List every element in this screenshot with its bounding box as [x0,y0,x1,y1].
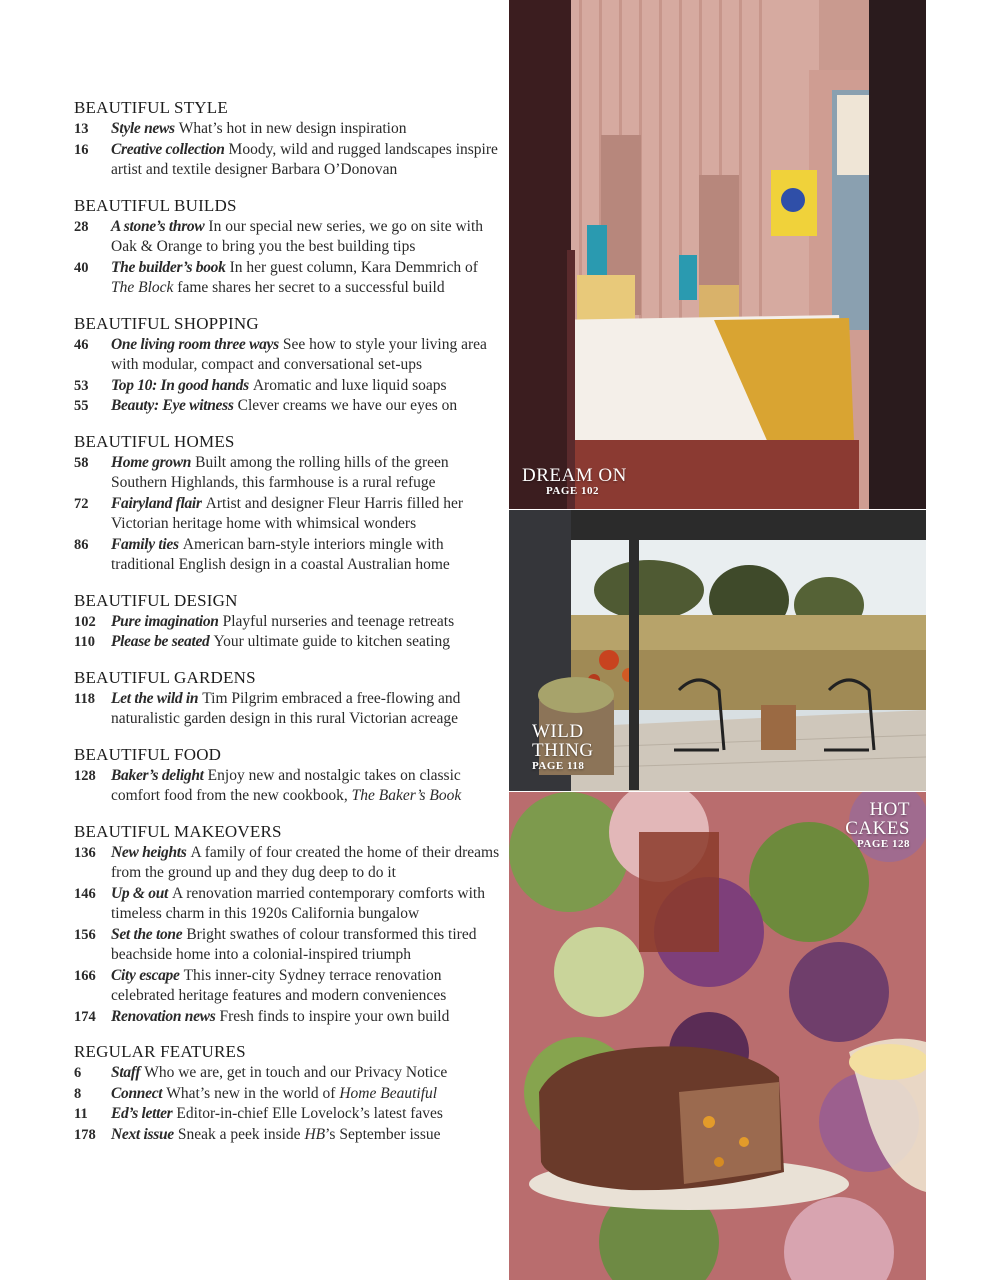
page-number: 146 [74,885,96,902]
cake-illustration [509,792,926,1280]
entry-headline: Baker’s delight [111,766,204,784]
toc-section [74,98,504,181]
hot-cakes-page: PAGE 128 [857,838,910,850]
section-title: BEAUTIFUL MAKEOVERS [74,821,282,841]
entry-italic-title: The Baker’s Book [351,787,462,804]
entry-text [111,1104,504,1125]
page-number: 128 [74,767,96,784]
toc-entry[interactable] [74,494,504,535]
entry-text [111,884,504,925]
page-number: 40 [74,259,89,276]
toc-entry[interactable] [74,217,504,258]
page-number: 110 [74,634,95,650]
cake-photo[interactable] [509,792,926,1280]
entry-text [111,376,504,397]
entry-description: In her guest column, Kara Demmrich of [229,258,478,276]
entry-text [111,1084,504,1105]
toc-entry[interactable] [74,1125,504,1146]
dream-on-caption [522,466,627,497]
entry-headline: Let the wild in [111,689,199,707]
entry-text [111,925,504,966]
entry-description: What’s hot in new design inspiration [178,120,407,137]
toc-section [74,196,504,299]
entry-headline: Creative collection [111,140,225,158]
entry-description: Artist and designer Fleur Harris filled her Victorian heritage home with whimsical wonders [111,494,464,532]
page-number: 156 [74,926,96,943]
dream-on-title: DREAM ON [522,465,627,486]
toc-entry[interactable] [74,843,504,884]
entry-headline: Ed’s letter [111,1105,173,1122]
entry-text [111,1007,504,1028]
entry-text [111,966,504,1007]
entry-text [111,1063,504,1084]
entry-headline: Fairyland flair [111,494,202,512]
toc-entry[interactable] [74,884,504,925]
entry-description: A family of four created the home of their dreams from the ground up and they dug deep to do it [111,843,500,881]
wild-thing-title-1: WILD [532,721,584,742]
entry-description: Who we are, get in touch and our Privacy Notice [144,1064,448,1081]
entry-description: Sneak a peek inside [177,1125,301,1143]
toc-section [74,314,504,417]
toc-entry[interactable] [74,535,504,576]
section-title: BEAUTIFUL GARDENS [74,667,256,687]
toc-entry[interactable] [74,140,504,181]
entry-headline: Renovation news [111,1007,216,1025]
section-title: BEAUTIFUL BUILDS [74,195,237,215]
toc-entry[interactable] [74,1104,504,1125]
entry-text [111,119,504,140]
page-number: 11 [74,1106,88,1122]
hot-cakes-title-2: CAKES [845,818,910,839]
entry-italic-title: Home Beautiful [339,1084,438,1102]
entry-headline: The builder’s book [111,258,226,276]
page-number: 58 [74,454,89,471]
page-number: 46 [74,336,89,353]
toc-section [74,432,504,576]
entry-headline: Home grown [111,453,192,471]
entry-text [111,1125,504,1146]
page-number: 136 [74,844,96,861]
page-number: 8 [74,1085,82,1102]
page-number: 118 [74,690,95,707]
wild-thing-caption [532,722,594,772]
toc-entry[interactable] [74,376,504,397]
toc-entry[interactable] [74,335,504,376]
entry-headline: Please be seated [111,633,210,650]
entry-headline: A stone’s throw [111,217,205,235]
page-number: 55 [74,398,89,414]
entry-headline: Family ties [111,535,179,553]
entry-text [111,140,504,181]
entry-description: American barn-style interiors mingle with traditional English design in a coastal Australian home [111,535,450,573]
entry-text [111,689,504,730]
wild-thing-page: PAGE 118 [532,760,585,772]
entry-headline: Next issue [111,1125,174,1143]
wild-thing-title-2: THING [532,740,594,761]
entry-text [111,217,504,258]
page-number: 174 [74,1008,96,1025]
entry-description: Clever creams we have our eyes on [237,397,458,414]
section-title: BEAUTIFUL SHOPPING [74,313,259,333]
toc-section [74,591,504,653]
entry-headline: New heights [111,843,187,861]
entry-description: See how to style your living area with modular, compact and conversational set-ups [111,335,487,373]
entry-headline: Set the tone [111,925,183,943]
toc-section [74,668,504,730]
toc-section [74,822,504,1028]
toc-entry[interactable] [74,119,504,140]
dream-on-page: PAGE 102 [546,485,599,497]
section-title: REGULAR FEATURES [74,1042,246,1061]
toc-entry[interactable] [74,453,504,494]
entry-text [111,535,504,576]
toc-entry[interactable] [74,925,504,966]
toc-entry[interactable] [74,632,504,653]
entry-text [111,494,504,535]
garden-deck-photo[interactable] [509,510,926,791]
entry-description: Tim Pilgrim embraced a free-flowing and naturalistic garden design in this rural Victorian acreage [111,689,461,727]
page-number: 53 [74,377,89,394]
page-number: 13 [74,121,89,137]
section-title: BEAUTIFUL FOOD [74,744,222,764]
entry-text [111,258,504,299]
entry-description: Your ultimate guide to kitchen seating [213,633,450,650]
entry-headline: Staff [111,1064,141,1081]
toc-entry[interactable] [74,612,504,633]
entry-headline: Connect [111,1084,163,1102]
entry-headline: Pure imagination [111,612,219,630]
entry-text [111,335,504,376]
entry-headline: Style news [111,120,175,137]
page-number: 178 [74,1126,96,1143]
entry-description: Bright swathes of colour transformed this tired beachside home into a colonial-inspired triumph [111,925,477,963]
entry-description: Moody, wild and rugged landscapes inspire artist and textile designer Barbara O’Donovan [111,140,498,178]
toc-section [74,745,504,807]
toc-entry[interactable] [74,1063,504,1084]
entry-description: Editor-in-chief Elle Lovelock’s latest faves [176,1105,443,1122]
entry-text [111,612,504,633]
entry-description-end: ’s September issue [325,1125,441,1143]
entry-headline: Up & out [111,884,169,902]
entry-text [111,632,504,653]
toc-section [74,1042,504,1145]
toc-entry[interactable] [74,689,504,730]
toc-entry[interactable] [74,258,504,299]
entry-headline: City escape [111,966,180,984]
entry-description: In our special new series, we go on site with Oak & Orange to bring you the best building tips [111,217,484,255]
bedroom-photo[interactable] [509,0,926,509]
hot-cakes-caption [845,800,910,850]
entry-description-end: fame shares her secret to a successful build [177,279,445,296]
entry-text [111,766,504,807]
section-title: BEAUTIFUL STYLE [74,98,228,117]
entry-text [111,396,504,417]
entry-description: Playful nurseries and teenage retreats [222,612,455,630]
page-number: 102 [74,613,96,630]
entry-description: This inner-city Sydney terrace renovation celebrated heritage features and modern conveniences [111,966,447,1004]
entry-headline: Top 10: In good hands [111,376,249,394]
entry-headline: One living room three ways [111,335,279,353]
page-number: 166 [74,967,96,984]
entry-description: Aromatic and luxe liquid soaps [252,376,447,394]
entry-italic-title: HB [304,1125,326,1143]
entry-headline: Beauty: Eye witness [111,397,234,414]
entry-description: Fresh finds to inspire your own build [219,1007,450,1025]
bedroom-illustration [509,0,926,509]
entry-description: Enjoy new and nostalgic takes on classic comfort food from the new cookbook, [111,766,461,804]
entry-italic-title: The Block [111,279,174,296]
page-number: 28 [74,218,89,235]
page-number: 16 [74,141,89,158]
entry-description: Built among the rolling hills of the green Southern Highlands, this farmhouse is a rural refuge [111,453,449,491]
toc-entry[interactable] [74,1084,504,1105]
page-number: 86 [74,536,89,553]
section-title: BEAUTIFUL DESIGN [74,590,238,610]
toc-entry[interactable] [74,966,504,1007]
hot-cakes-title-1: HOT [869,799,910,820]
toc-entry[interactable] [74,1007,504,1028]
toc-entry[interactable] [74,396,504,417]
section-title: BEAUTIFUL HOMES [74,431,235,451]
toc-entry[interactable] [74,766,504,807]
entry-text [111,453,504,494]
table-of-contents [74,98,504,1160]
entry-description: What’s new in the world of [166,1084,336,1102]
entry-text [111,843,504,884]
page-number: 72 [74,495,89,512]
page-number: 6 [74,1065,82,1081]
entry-description: A renovation married contemporary comforts with timeless charm in this 1920s California bungalow [111,884,485,922]
